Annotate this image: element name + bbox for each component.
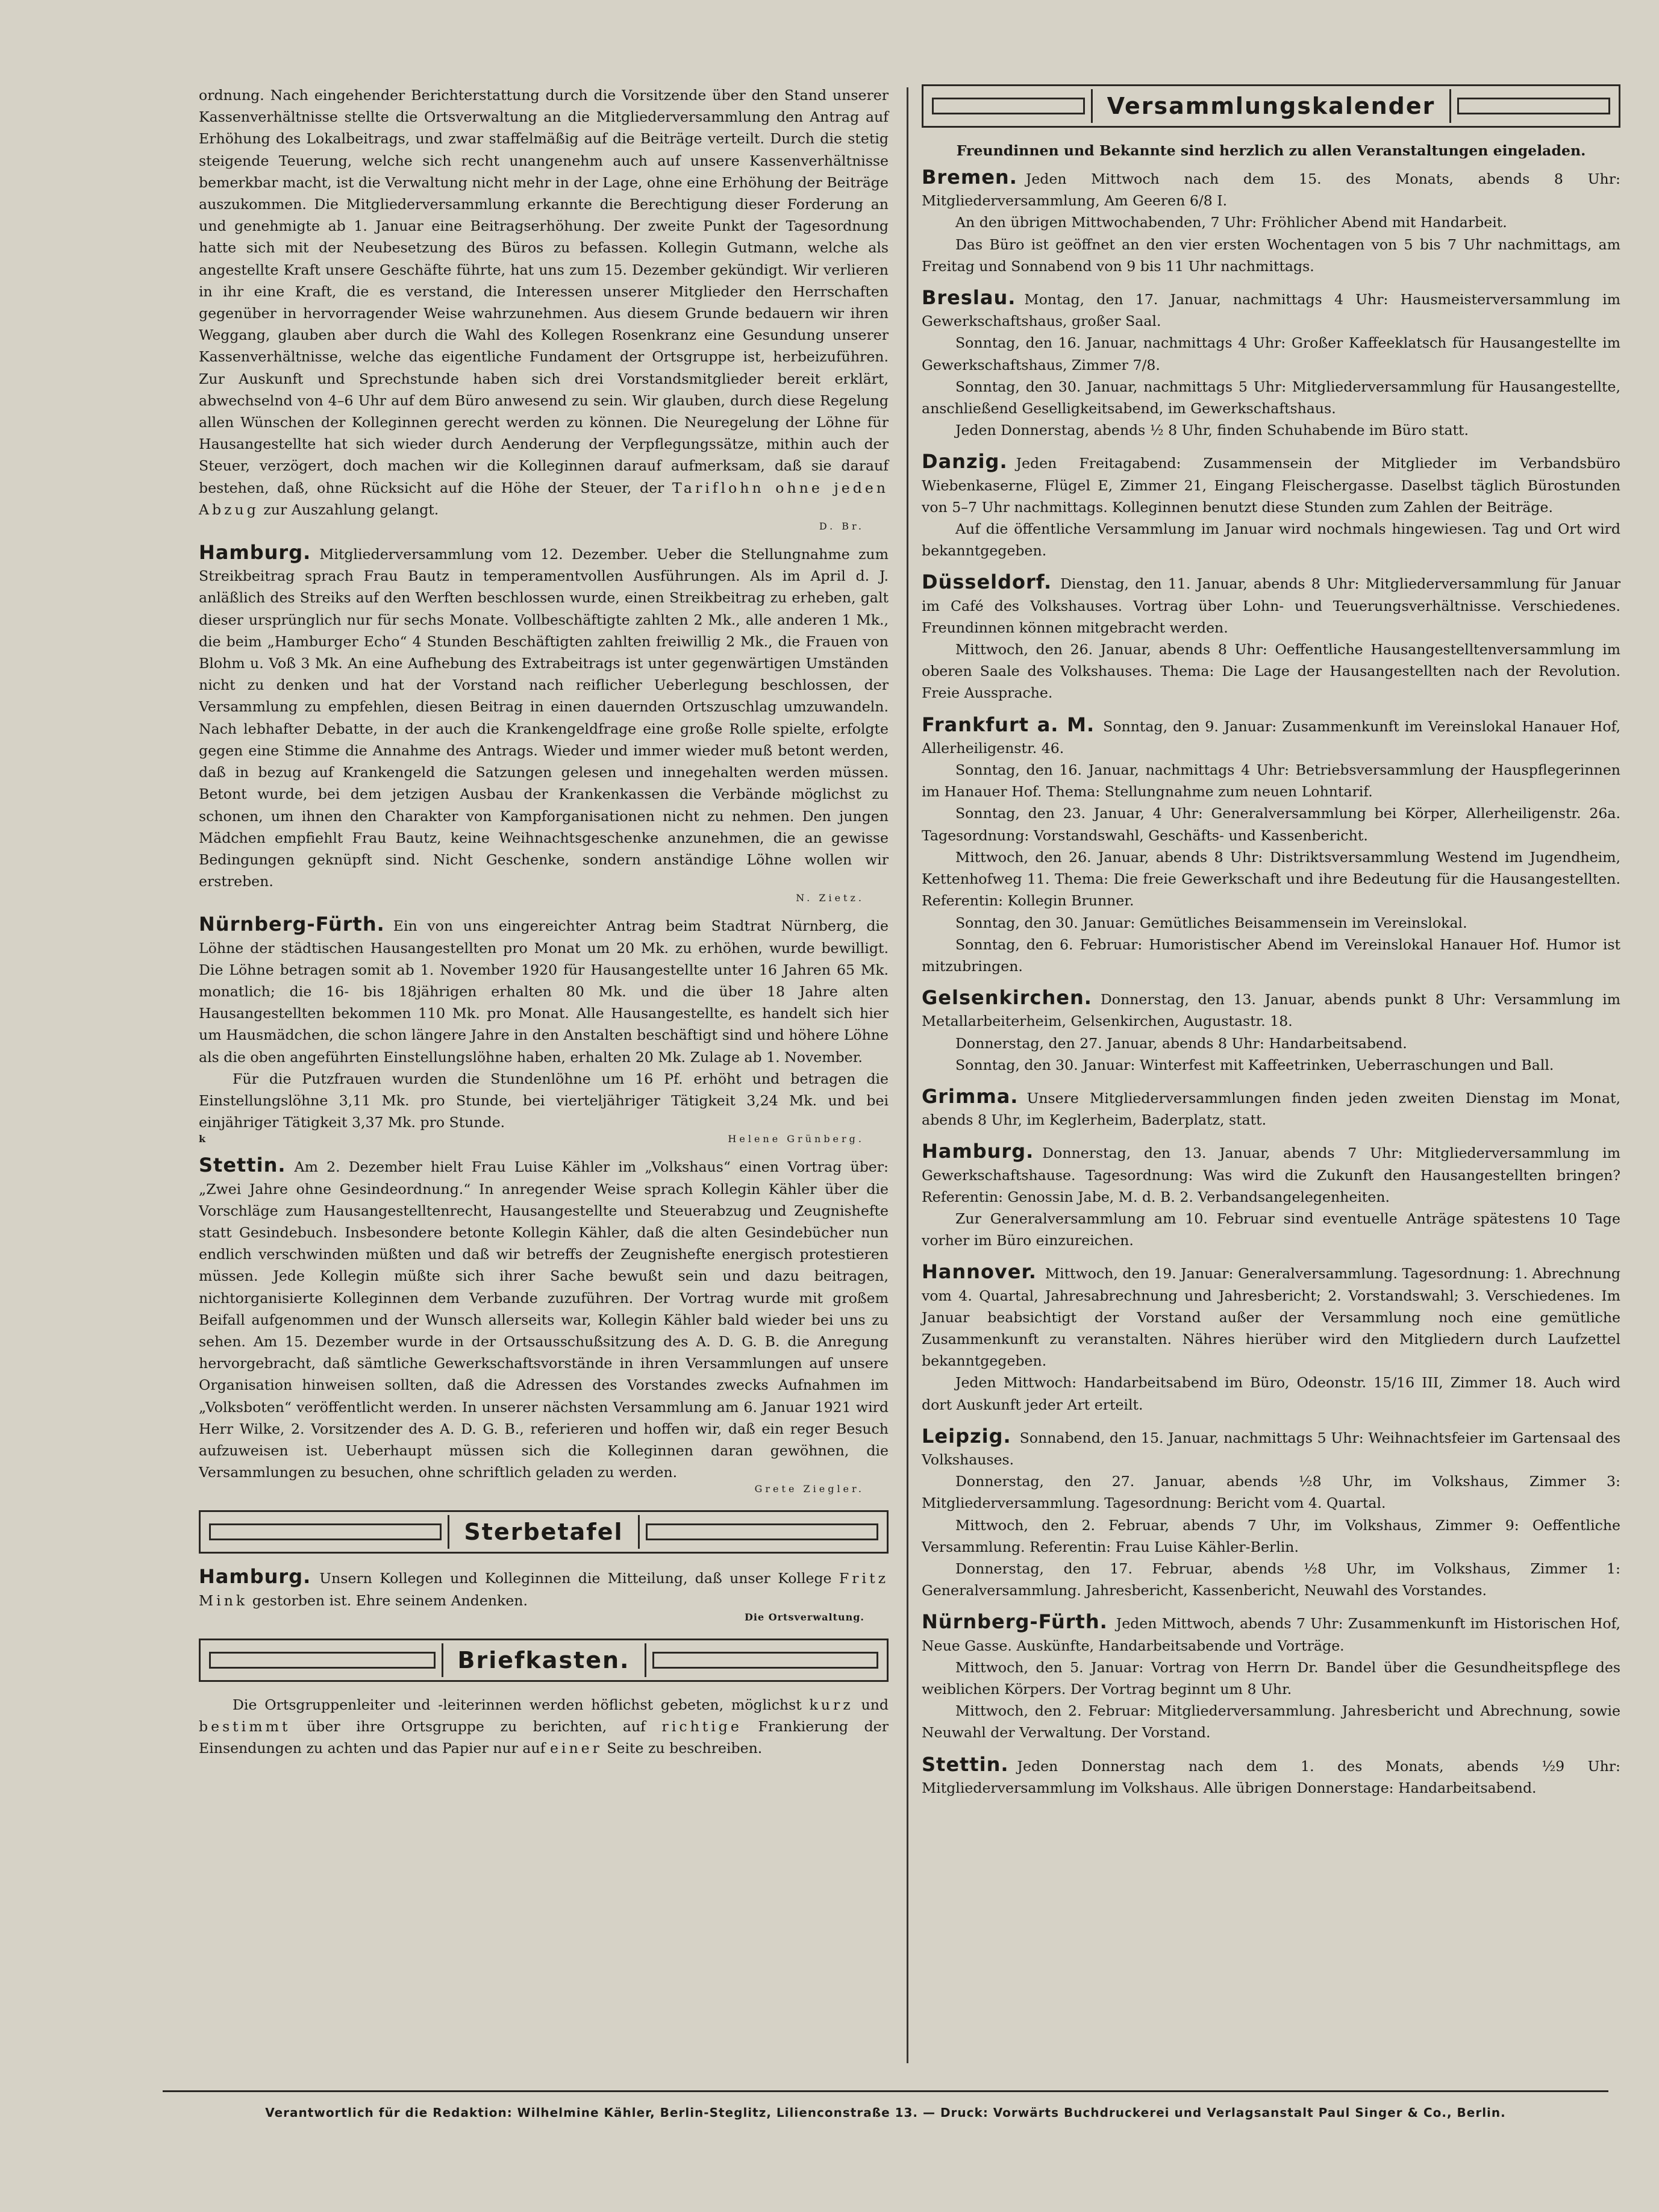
- calendar-entry-paragraph: [922, 1140, 1620, 1208]
- calendar-entry: [922, 287, 1620, 441]
- city-heading: Nürnberg-Fürth.: [922, 1610, 1108, 1634]
- calendar-entry-paragraph: [922, 518, 1620, 561]
- calendar-entry-paragraph: [922, 211, 1620, 233]
- calendar-entry-paragraph: [922, 1425, 1620, 1470]
- city-heading: Hamburg.: [922, 1140, 1034, 1163]
- calendar-entry-paragraph: [922, 1754, 1620, 1799]
- calendar-entry: [922, 166, 1620, 277]
- article-intro: [199, 84, 889, 532]
- city-heading: Frankfurt a. M.: [922, 713, 1095, 736]
- calendar-entries: [922, 166, 1620, 1799]
- city-heading: Stettin.: [199, 1154, 286, 1177]
- calendar-entry-paragraph: [922, 1700, 1620, 1743]
- deceased-name: Fritz Mink: [199, 1570, 889, 1609]
- entry-text: Donnerstag, den 13. Januar, abends 7 Uhr: Mitgliederversammlung im Gewerkschaftshause. Tagesordnung: Was wird die Zukunft den Hausangestellten bringen? Referentin: Genossin Jabe, M. d. B. 2. Verbandsangelegenheiten.: [922, 1145, 1620, 1205]
- entry-text: Donnerstag, den 27. Januar, abends ½8 Uhr, im Volkshaus, Zimmer 3: Mitgliederversammlung. Tagesordnung: Bericht vom 4. Quartal.: [922, 1473, 1620, 1512]
- entry-text: Sonntag, den 23. Januar, 4 Uhr: Generalversammlung bei Körper, Allerheiligenstr. 26a. Tagesordnung: Vorstandswahl, Geschäfts- und Kassenbericht.: [922, 805, 1620, 844]
- calendar-entry-paragraph: [922, 714, 1620, 759]
- calendar-entry-paragraph: [922, 1261, 1620, 1372]
- calendar-entry-paragraph: [922, 451, 1620, 518]
- calendar-entry: [922, 451, 1620, 561]
- calendar-entry-paragraph: [922, 1611, 1620, 1656]
- briefkasten-title: Briefkasten.: [442, 1643, 646, 1677]
- imprint-footer: Verantwortlich für die Redaktion: Wilhelmine Kähler, Berlin-Steglitz, Lilienconstraße 13. — Druck: Vorwärts Buchdruckerei und Verlagsanstalt Paul Singer & Co., Berlin.: [163, 2090, 1608, 2120]
- article-text: Mitgliederversammlung vom 12. Dezember. Ueber die Stellungnahme zum Streikbeitrag sprach Frau Bautz in temperamentvollen Ausführungen. Als im April d. J. anläßlich des Streiks auf den Werften beschlossen wurde, einen Streikbeitrag zu erheben, galt dieser ursprünglich nur für sechs Monate. Vollbeschäftigte zahlten 2 Mk., alle anderen 1 Mk., die beim „Hamburger Echo“ 4 Stunden Beschäftigten zahlten freiwillig 2 Mk., die Frauen von Blohm u. Voß 3 Mk. An eine Aufhebung des Extrabeitrags ist unter gegenwärtigen Umständen nicht zu denken und hat der Vorstand nach reiflicher Ueberlegung beschlossen, der Versammlung zu empfehlen, diesen Beitrag in einen dauernden Ortszuschlag umzuwandeln. Nach lebhafter Debatte, in der auch die Krankengeldfrage eine große Rolle spielte, erfolgte gegen eine Stimme die Annahme des Antrags. Wieder und immer wieder muß betont werden, daß in bezug auf Krankengeld die Satzungen gelesen und innegehalten werden müssen. Betont wurde, bei dem jetzigen Ausbau der Krankenkassen die Verbände möglichst zu schonen, um ihnen den Charakter von Kampforganisationen nicht zu nehmen. Den jungen Mädchen empfiehlt Frau Bautz, keine Weihnachtsgeschenke anzunehmen, die an gewisse Bedingungen geknüpft sind. Nicht Geschenke, sondern anständige Löhne wollen wir erstreben.: [199, 546, 889, 890]
- entry-text: Sonntag, den 6. Februar: Humoristischer Abend im Vereinslokal Hanauer Hof. Humor ist mitzubringen.: [922, 936, 1620, 975]
- hamburg-paragraph: [199, 542, 889, 892]
- nuernberg-paragraph-2: Für die Putzfrauen wurden die Stundenlöhne um 16 Pf. erhöht und betragen die Einstellungslöhne 3,11 Mk. pro Stunde, bei vierteljähriger Tätigkeit 3,24 Mk. und bei einjähriger Tätigkeit 3,37 Mk. pro Stunde.: [199, 1070, 889, 1131]
- calendar-entry-paragraph: [922, 759, 1620, 802]
- city-heading: Nürnberg-Fürth.: [199, 913, 385, 936]
- briefkasten-text-c: Frankierung der Einsendungen zu achten und das Papier nur auf: [199, 1718, 889, 1757]
- entry-text: Sonntag, den 16. Januar, nachmittags 4 Uhr: Betriebsversammlung der Hauspflegerinnen im Hanauer Hof. Thema: Stellungnahme zum neuen Lohntarif.: [922, 761, 1620, 801]
- calendar-entry: [922, 1140, 1620, 1251]
- calendar-entry-paragraph: [922, 912, 1620, 934]
- entry-text: Mittwoch, den 5. Januar: Vortrag von Herrn Dr. Bandel über die Gesundheitspflege des weiblichen Körpers. Der Vortrag beginnt um 8 Uhr.: [922, 1658, 1620, 1698]
- calendar-entry-paragraph: [922, 1470, 1620, 1514]
- entry-text: Jeden Mittwoch, abends 7 Uhr: Zusammenkunft im Historischen Hof, Neue Gasse. Auskünfte, Handarbeitsabende und Vorträge.: [922, 1615, 1620, 1654]
- emphasis-kurz: kurz: [809, 1696, 854, 1713]
- entry-text: Mittwoch, den 19. Januar: Generalversammlung. Tagesordnung: 1. Abrechnung vom 4. Quartal, Jahresabrechnung und Jahresbericht; 2. Vorstandswahl; 3. Verschiedenes. Im Januar beabsichtigt der Vorstand außer der Versammlung noch eine gemütliche Zusammenkunft zu veranstalten. Nähres hierüber wird den Mitgliedern durch Laufzettel bekanntgegeben.: [922, 1265, 1620, 1370]
- nuernberg-paragraph-1: [199, 913, 889, 1067]
- hamburg-signature: N. Zietz.: [796, 892, 864, 904]
- kalender-title: Versammlungskalender: [1091, 89, 1452, 123]
- city-heading: Hamburg.: [199, 541, 311, 564]
- nuernberg-signature: Helene Grünberg.: [728, 1133, 864, 1145]
- emphasis-richtige: richtige: [661, 1718, 742, 1735]
- entry-text: Mittwoch, den 2. Februar: Mitgliederversammlung. Jahresbericht und Abrechnung, sowie Neuwahl der Verwaltung. Der Vorstand.: [922, 1702, 1620, 1742]
- calendar-entry: [922, 571, 1620, 704]
- entry-text: Mittwoch, den 26. Januar, abends 8 Uhr: Oeffentliche Hausangestelltenversammlung im oberen Saale des Volkshauses. Thema: Die Lage der Hausangestellten nach der Revolution. Freie Aussprache.: [922, 641, 1620, 702]
- intro-emphasis: Tariflohn ohne jeden Abzug: [199, 479, 889, 518]
- article-sterbetafel: [199, 1566, 889, 1622]
- calendar-entry-paragraph: [922, 987, 1620, 1032]
- calendar-entry-paragraph: [922, 1657, 1620, 1700]
- city-heading: Hamburg.: [199, 1565, 311, 1589]
- calendar-entry-paragraph: [922, 1054, 1620, 1076]
- article-briefkasten: [199, 1694, 889, 1760]
- entry-text: Mittwoch, den 2. Februar, abends 7 Uhr, im Volkshaus, Zimmer 9: Oeffentliche Versammlung. Referentin: Frau Luise Kähler-Berlin.: [922, 1516, 1620, 1555]
- entry-text: An den übrigen Mittwochabenden, 7 Uhr: Fröhlicher Abend mit Handarbeit.: [955, 214, 1507, 231]
- entry-text: Auf die öffentliche Versammlung im Januar wird nochmals hingewiesen. Tag und Ort wird bekanntgegeben.: [922, 520, 1620, 560]
- city-heading: Danzig.: [922, 450, 1008, 473]
- intro-text: ordnung. Nach eingehender Berichterstattung durch die Vorsitzende über den Stand unserer Kassenverhältnisse stellte die Ortsverwaltung an die Mitgliederversammlung den Antrag auf Erhöhung des Lokalbeitrags, und zwar staffelmäßig auf die Beiträge verteilt. Durch die stetig steigende Teuerung, welche sich recht unangenehm auch auf unsere Kassenverhältnisse bemerkbar macht, ist die Verwaltung nicht mehr in der Lage, ohne eine Erhöhung der Beiträge auszukommen. Die Mitgliederversammlung erkannte die Berechtigung dieser Forderung an und genehmigte ab 1. Januar eine Beitragserhöhung. Der zweite Punkt der Tagesordnung hatte sich mit der Neubesetzung des Büros zu befassen. Kollegin Gutmann, welche als angestellte Kraft unsere Geschäfte führte, hat uns zum 15. Dezember gekündigt. Wir verlieren in ihr eine Kraft, die es verstand, die Interessen unserer Mitglieder den Herrschaften gegenüber in hervorragender Weise wahrzunehmen. Aus diesem Grunde bedauern wir ihren Weggang, glauben aber durch die Wahl des Kollegen Rosenkranz eine Gesundung unserer Kassenverhältnisse, welche das eigentliche Fundament der Ortsgruppe ist, herbeizuführen. Zur Auskunft und Sprechstunde haben sich drei Vorstandsmitglieder bereit erklärt, abwechselnd von 4–6 Uhr auf dem Büro anwesend zu sein. Wir glauben, durch diese Regelung allen Wünschen der Kolleginnen gerecht werden zu können. Die Neuregelung der Löhne für Hausangestellte hat sich wieder durch Aenderung der Verpflegungssätze, mithin auch der Steuer, verzögert, doch machen wir die Kolleginnen darauf aufmerksam, daß sie darauf bestehen, daß, ohne Rücksicht auf die Höhe der Steuer, der: [199, 87, 889, 496]
- nuernberg-signature-row: [199, 1133, 889, 1145]
- calendar-entry-paragraph: [922, 1208, 1620, 1251]
- calendar-entry-paragraph: [922, 846, 1620, 912]
- calendar-entry-paragraph: [922, 1558, 1620, 1601]
- briefkasten-text-d: Seite zu beschreiben.: [607, 1740, 763, 1757]
- calendar-entry-paragraph: [922, 639, 1620, 704]
- calendar-entry-paragraph: [922, 934, 1620, 977]
- emphasis-einer: einer: [549, 1740, 602, 1757]
- entry-text: Sonntag, den 9. Januar: Zusammenkunft im Vereinslokal Hanauer Hof, Allerheiligenstr. 46.: [922, 717, 1620, 757]
- header-rule-right: [1457, 98, 1610, 114]
- calendar-entry: [922, 714, 1620, 977]
- calendar-entry-paragraph: [922, 1086, 1620, 1131]
- sterbetafel-title: Sterbetafel: [448, 1515, 639, 1549]
- intro-signature: D. Br.: [819, 520, 864, 533]
- entry-text: Sonntag, den 30. Januar: Winterfest mit Kaffeetrinken, Ueberraschungen und Ball.: [955, 1056, 1554, 1073]
- right-column: [922, 84, 1620, 1808]
- city-heading: Grimma.: [922, 1084, 1019, 1108]
- city-heading: Leipzig.: [922, 1424, 1011, 1448]
- calendar-entry-paragraph: [922, 571, 1620, 639]
- entry-text: Mittwoch, den 26. Januar, abends 8 Uhr: Distriktsversammlung Westend im Jugendheim, Kettenhofweg 11. Thema: Die freie Gewerkschaft und ihre Bedeutung für die Hausangestellten. Referentin: Kollegin Brunner.: [922, 848, 1620, 910]
- sterbetafel-text-b: gestorben ist. Ehre seinem Andenken.: [252, 1592, 528, 1609]
- city-heading: Bremen.: [922, 166, 1017, 189]
- header-rule-left: [209, 1523, 442, 1540]
- entry-text: Dienstag, den 11. Januar, abends 8 Uhr: Mitgliederversammlung für Januar im Café des Volkshauses. Vortrag über Lohn- und Teuerungsverhältnisse. Verschiedenes. Freundinnen können mitgebracht werden.: [922, 575, 1620, 636]
- entry-text: Donnerstag, den 17. Februar, abends ½8 Uhr, im Volkshaus, Zimmer 1: Generalversammlung. Jahresbericht, Kassenbericht, Neuwahl des Vorstandes.: [922, 1560, 1620, 1599]
- briefkasten-paragraph: [199, 1694, 889, 1760]
- calendar-entry-paragraph: [922, 1033, 1620, 1054]
- entry-text: Jeden Donnerstag, abends ½ 8 Uhr, finden Schuhabende im Büro statt.: [955, 422, 1469, 439]
- calendar-entry: [922, 1611, 1620, 1743]
- entry-text: Montag, den 17. Januar, nachmittags 4 Uhr: Hausmeisterversammlung im Gewerkschaftshaus, großer Saal.: [922, 291, 1620, 330]
- calendar-entry-paragraph: [922, 332, 1620, 375]
- nuernberg-mark: k: [199, 1133, 206, 1145]
- calendar-entry-paragraph: [922, 166, 1620, 211]
- calendar-entry-paragraph: [922, 1514, 1620, 1558]
- city-heading: Stettin.: [922, 1752, 1009, 1776]
- entry-text: Donnerstag, den 27. Januar, abends 8 Uhr: Handarbeitsabend.: [955, 1034, 1407, 1052]
- entry-text: Donnerstag, den 13. Januar, abends punkt 8 Uhr: Versammlung im Metallarbeiterheim, Gelsenkirchen, Augustastr. 18.: [922, 991, 1620, 1030]
- entry-text: Sonntag, den 16. Januar, nachmittags 4 Uhr: Großer Kaffeeklatsch für Hausangestellte im Gewerkschaftshaus, Zimmer 7/8.: [922, 334, 1620, 373]
- kalender-header-box: [922, 84, 1620, 128]
- entry-text: Zur Generalversammlung am 10. Februar sind eventuelle Anträge spätestens 10 Tage vorher im Büro einzureichen.: [922, 1210, 1620, 1249]
- calendar-entry: [922, 1086, 1620, 1131]
- header-rule-left: [209, 1652, 436, 1669]
- entry-text: Das Büro ist geöffnet an den vier ersten Wochentagen von 5 bis 7 Uhr nachmittags, am Freitag und Sonnabend von 9 bis 11 Uhr nachmittags.: [922, 236, 1620, 275]
- city-heading: Breslau.: [922, 286, 1016, 310]
- entry-text: Sonnabend, den 15. Januar, nachmittags 5 Uhr: Weihnachtsfeier im Gartensaal des Volkshauses.: [922, 1429, 1620, 1468]
- calendar-entry: [922, 1261, 1620, 1415]
- left-column: [199, 84, 889, 1769]
- article-text: Am 2. Dezember hielt Frau Luise Kähler im „Volkshaus“ einen Vortrag über: „Zwei Jahre ohne Gesindeordnung.“ In anregender Weise sprach Kollegin Kähler über die Vorschläge zum Hausangestelltenrecht, Hausangestellte und Steuerabzug und Zeugnishefte statt Gesindebuch. Insbesondere betonte Kollegin Kähler, daß die alten Gesindebücher nun endlich verschwinden müßten und daß wir betreffs der Zeugnishefte energisch protestieren müssen. Jede Kollegin müßte sich ihrer Sache bewußt sein und dazu beitragen, nichtorganisierte Kolleginnen dem Verbande zuzuführen. Der Vortrag wurde mit großem Beifall aufgenommen und der Wunsch allerseits war, Kollegin Kähler bald wieder bei uns zu sehen. Am 15. Dezember wurde in der Ortsausschußsitzung des A. D. G. B. die Anregung hervorgebracht, daß sämtliche Gewerkschaftsvorstände in ihren Versammlungen auf unsere Organisation hinweisen sollten, daß die Adressen des Vorstandes zwecks Aufnahmen im „Volksboten“ veröffentlicht werden. In unserer nächsten Versammlung am 6. Januar 1921 wird Herr Wilke, 2. Vorsitzender des A. D. G. B., referieren und hoffen wir, daß ein reger Besuch aufzuweisen ist. Ueberhaupt müssen sich die Kolleginnen daran gewöhnen, die Versammlungen zu besuchen, ohne schriftlich geladen zu werden.: [199, 1158, 889, 1481]
- entry-text: Jeden Mittwoch nach dem 15. des Monats, abends 8 Uhr: Mitgliederversammlung, Am Geeren 6/8 I.: [922, 170, 1620, 210]
- emphasis-bestimmt: bestimmt: [199, 1718, 291, 1735]
- city-heading: Düsseldorf.: [922, 570, 1052, 594]
- city-heading: Hannover.: [922, 1260, 1037, 1284]
- calendar-entry: [922, 1425, 1620, 1602]
- calendar-entry-paragraph: [922, 287, 1620, 332]
- sterbetafel-signature: Die Ortsverwaltung.: [744, 1611, 864, 1623]
- sterbetafel-paragraph: [199, 1566, 889, 1611]
- entry-text: Jeden Freitagabend: Zusammensein der Mitglieder im Verbandsbüro Wiebenkaserne, Flügel E, Zimmer 21, Eingang Fleischergasse. Daselbst täglich Bürostunden von 5–7 Uhr nachmittags. Kolleginnen benutzt diese Stunden zum Zahlen der Beiträge.: [922, 455, 1620, 516]
- column-divider: [907, 87, 908, 2063]
- entry-text: Jeden Mittwoch: Handarbeitsabend im Büro, Odeonstr. 15/16 III, Zimmer 18. Auch wird dort Auskunft jeder Art erteilt.: [922, 1374, 1620, 1413]
- header-rule-right: [652, 1652, 879, 1669]
- article-nuernberg: [199, 913, 889, 1145]
- city-heading: Gelsenkirchen.: [922, 986, 1092, 1010]
- calendar-entry-paragraph: [922, 419, 1620, 441]
- invitation-note: Freundinnen und Bekannte sind herzlich zu allen Veranstaltungen eingeladen.: [956, 142, 1586, 159]
- header-rule-right: [646, 1523, 878, 1540]
- sterbetafel-text-a: Unsern Kollegen und Kolleginnen die Mitteilung, daß unser Kollege: [319, 1570, 832, 1587]
- intro-paragraph: [199, 84, 889, 520]
- calendar-entry-paragraph: [922, 802, 1620, 846]
- briefkasten-text-b: über ihre Ortsgruppe zu berichten, auf: [307, 1718, 646, 1735]
- calendar-entry: [922, 987, 1620, 1076]
- header-rule-left: [932, 98, 1085, 114]
- entry-text: Jeden Donnerstag nach dem 1. des Monats, abends ½9 Uhr: Mitgliederversammlung im Volkshaus. Alle übrigen Donnerstage: Handarbeitsabend.: [922, 1757, 1620, 1796]
- calendar-entry-paragraph: [922, 376, 1620, 419]
- briefkasten-header-box: [199, 1639, 889, 1682]
- entry-text: Sonntag, den 30. Januar, nachmittags 5 Uhr: Mitgliederversammlung für Hausangestellte, anschließend Geselligkeitsabend, im Gewerkschaftshaus.: [922, 378, 1620, 417]
- stettin-signature: Grete Ziegler.: [754, 1483, 864, 1495]
- calendar-entry-paragraph: [922, 234, 1620, 277]
- calendar-entry-paragraph: [922, 1372, 1620, 1415]
- intro-end: zur Auszahlung gelangt.: [263, 501, 439, 518]
- stettin-paragraph: [199, 1154, 889, 1483]
- entry-text: Unsere Mitgliederversammlungen finden jeden zweiten Dienstag im Monat, abends 8 Uhr, im Keglerheim, Baderplatz, statt.: [922, 1089, 1620, 1129]
- calendar-entry: [922, 1754, 1620, 1799]
- sterbetafel-header-box: [199, 1510, 889, 1554]
- entry-text: Sonntag, den 30. Januar: Gemütliches Beisammensein im Vereinslokal.: [955, 914, 1467, 931]
- word-und: und: [861, 1696, 889, 1713]
- article-stettin: [199, 1154, 889, 1495]
- article-hamburg: [199, 542, 889, 904]
- article-text: Ein von uns eingereichter Antrag beim Stadtrat Nürnberg, die Löhne der städtischen Hausangestellten pro Monat um 20 Mk. zu erhöhen, wurde bewilligt. Die Löhne betragen somit ab 1. November 1920 für Hausangestellte unter 16 Jahren 65 Mk. monatlich; die 16- bis 18jährigen erhalten 80 Mk. und die über 18 Jahre alten Hausangestellten bekommen 110 Mk. pro Monat. Alle Hausangestellte, es handelt sich hier um Hausmädchen, die schon längere Jahre in den Anstalten beschäftigt sind und höhere Löhne als die oben angeführten Einstellungslöhne haben, erhalten 20 Mk. Zulage ab 1. November.: [199, 917, 889, 1066]
- briefkasten-text-a: Die Ortsgruppenleiter und -leiterinnen werden höflichst gebeten, möglichst: [233, 1696, 802, 1713]
